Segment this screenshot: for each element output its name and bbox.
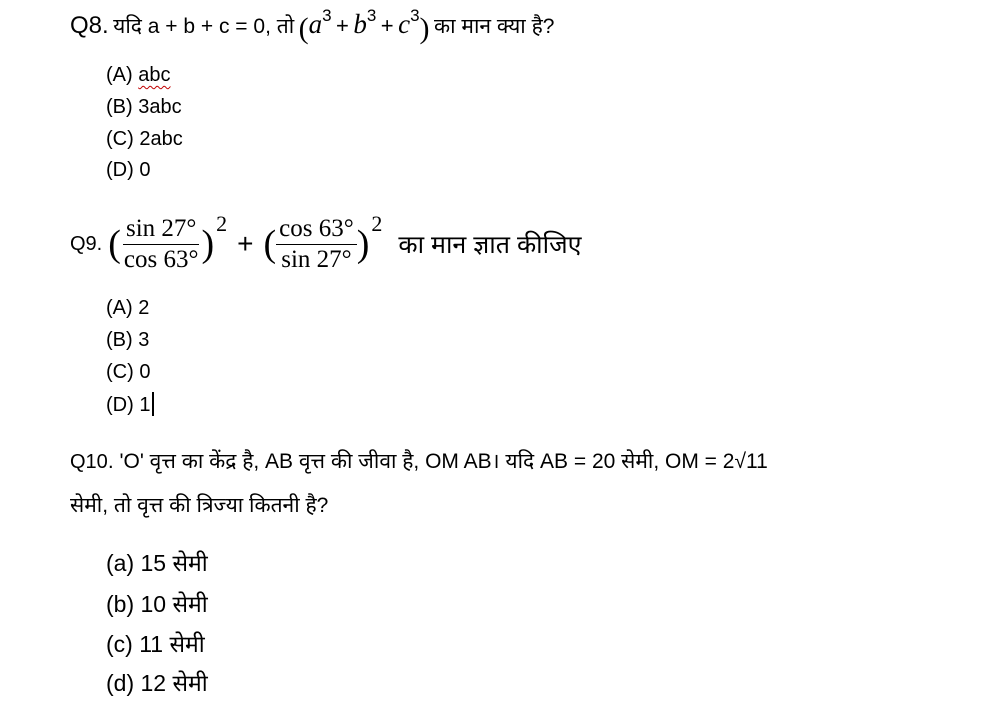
text-cursor	[152, 392, 154, 416]
question-text-line-2: सेमी, तो वृत्त की त्रिज्या कितनी है?	[70, 494, 329, 517]
question-suffix: का मान क्या है?	[434, 15, 555, 38]
question-10	[70, 444, 768, 482]
question-number: Q8.	[70, 12, 109, 39]
option-a[interactable]: (A) 2	[106, 297, 150, 319]
option-b[interactable]: (B) 3	[106, 329, 150, 351]
option-b[interactable]: (b) 10 सेमी	[106, 591, 208, 617]
fraction-2: $\frac{\cos 63^\circ}{\sin 27^\circ}$	[276, 215, 357, 274]
option-d[interactable]: (d) 12 सेमी	[106, 670, 208, 696]
math-expression: ( $\frac{\sin 27^\circ}{\cos 63^\circ}$ ) 2 + ( $\frac{\cos 63^\circ}{\sin 27^\circ}$ ) 2	[108, 211, 383, 273]
option-b[interactable]: (B) 3abc	[106, 96, 182, 118]
question-suffix: का मान ज्ञात कीजिए	[398, 231, 582, 259]
question-9	[70, 204, 581, 284]
question-text: यदि a + b + c = 0, तो	[113, 15, 295, 38]
option-c[interactable]: (C) 2abc	[106, 128, 183, 150]
question-number: Q9.	[70, 232, 103, 255]
math-expression: (a3 + b3 + c3)	[298, 6, 430, 45]
question-number: Q10	[70, 451, 108, 473]
question-text-line-1: . 'O' वृत्त का केंद्र है, AB वृत्त की जीवा है, OM AB। यदि AB = 20 सेमी, OM = 2√11	[107, 450, 768, 473]
option-c[interactable]: (c) 11 सेमी	[106, 631, 205, 657]
option-a[interactable]: (A) abc	[106, 64, 171, 86]
option-d[interactable]: (D) 0	[106, 159, 151, 181]
fraction-1: $\frac{\sin 27^\circ}{\cos 63^\circ}$	[123, 214, 199, 273]
option-d[interactable]: (D) 1	[106, 392, 154, 417]
question-8	[70, 4, 554, 44]
option-c[interactable]: (C) 0	[106, 361, 151, 383]
option-a[interactable]: (a) 15 सेमी	[106, 550, 208, 576]
